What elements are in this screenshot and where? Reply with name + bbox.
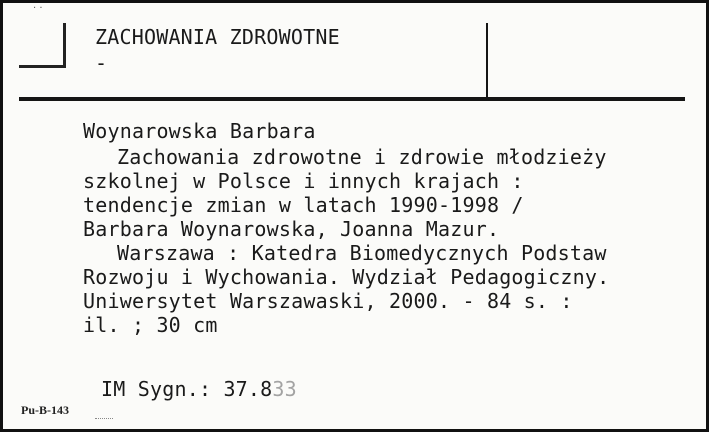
subject-subheading: - (95, 51, 108, 75)
top-edge-marks: · · (33, 3, 43, 14)
heading-vertical-rule (486, 23, 488, 99)
title-line-3: tendencje zmian w latach 1990-1998 / (83, 193, 524, 217)
call-number-faded-digits: 33 (272, 377, 297, 401)
call-number-prefix: IM (101, 377, 126, 401)
call-number-value: 37.8 (223, 377, 273, 401)
imprint-line-2: Rozwoju i Wychowania. Wydział Pedagogiczny. (83, 265, 610, 289)
imprint-line-1: Warszawa : Katedra Biomedycznych Podstaw (117, 241, 607, 265)
author-heading: Woynarowska Barbara (83, 119, 316, 143)
responsibility-line: Barbara Woynarowska, Joanna Mazur. (83, 217, 500, 241)
physical-description: il. ; 30 cm (83, 313, 218, 337)
title-line-2: szkolnej w Polsce i innych krajach : (83, 169, 524, 193)
call-number-label: Sygn.: (137, 377, 212, 401)
library-code: Pu-B-143 (21, 403, 69, 417)
corner-bracket-mark (19, 23, 66, 68)
subject-heading: ZACHOWANIA ZDROWOTNE (95, 25, 340, 49)
imprint-line-3: Uniwersytet Warszawaski, 2000. - 84 s. : (83, 289, 573, 313)
bottom-stamp-mark (95, 418, 113, 427)
call-number-row (101, 377, 297, 401)
title-line-1: Zachowania zdrowotne i zdrowie młodzieży (117, 145, 607, 169)
heading-horizontal-rule (19, 97, 685, 101)
